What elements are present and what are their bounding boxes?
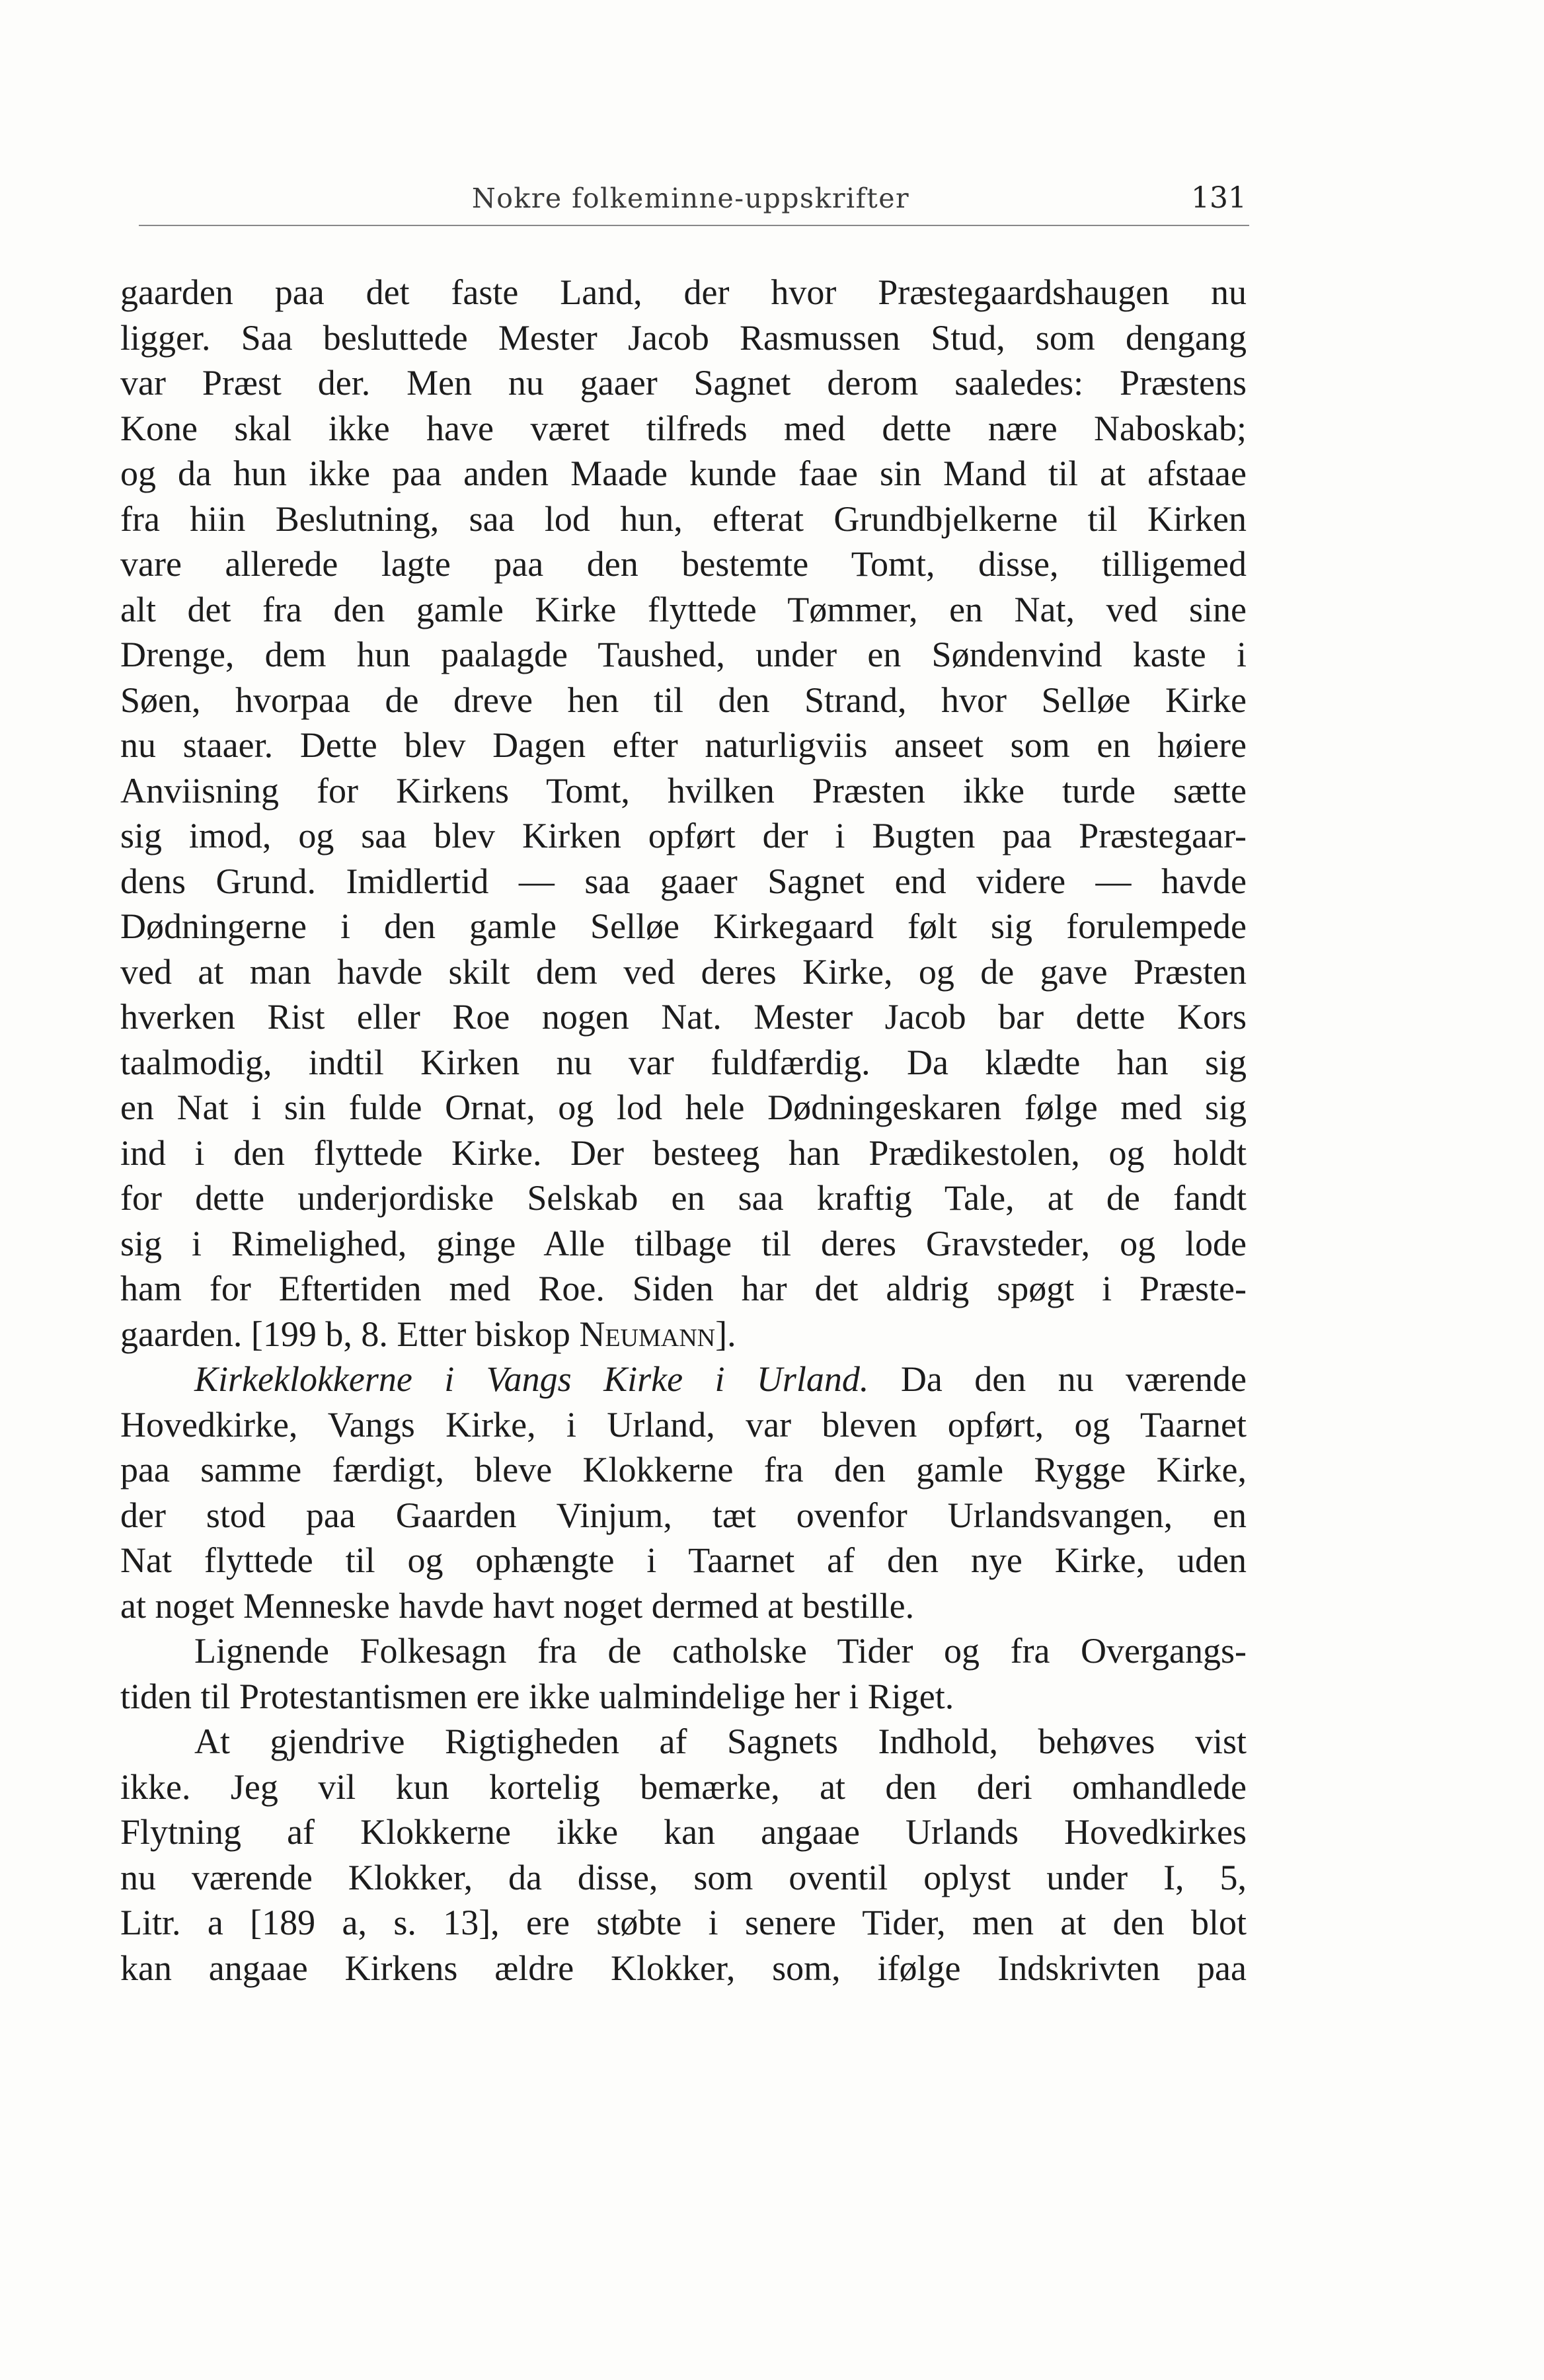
text-line: nu staaer. Dette blev Dagen efter naturligviis anseet som en høiere bbox=[120, 725, 1247, 765]
text-line: sig i Rimelighed, ginge Alle tilbage til deres Gravsteder, og lode bbox=[120, 1223, 1247, 1263]
text-line: Hovedkirke, Vangs Kirke, i Urland, var bleven opført, og Taarnet bbox=[120, 1404, 1247, 1445]
text-line: ikke. Jeg vil kun kortelig bemærke, at den deri omhandlede bbox=[120, 1766, 1247, 1807]
text-line: Kone skal ikke have været tilfreds med dette nære Naboskab; bbox=[120, 408, 1247, 448]
section-title: Kirkeklokkerne i Vangs Kirke i Urland. bbox=[194, 1359, 869, 1399]
text-line: Anviisning for Kirkens Tomt, hvilken Præsten ikke turde sætte bbox=[120, 770, 1247, 811]
header-rule bbox=[139, 225, 1249, 226]
text-line: ligger. Saa besluttede Mester Jacob Rasmussen Stud, som dengang bbox=[120, 317, 1247, 358]
text-line: sig imod, og saa blev Kirken opført der i Bugten paa Præstegaar- bbox=[120, 816, 1247, 855]
text-line-citation bbox=[120, 1312, 1247, 1357]
text-line: alt det fra den gamle Kirke flyttede Tømmer, en Nat, ved sine bbox=[120, 589, 1247, 629]
text-line: Søen, hvorpaa de dreve hen til den Strand, hvor Selløe Kirke bbox=[120, 680, 1247, 720]
text-line: ind i den flyttede Kirke. Der besteeg han Prædikestolen, og holdt bbox=[120, 1132, 1247, 1173]
text-line: vare allerede lagte paa den bestemte Tomt, disse, tilligemed bbox=[120, 544, 1247, 584]
section-lead-text: Da den nu værende bbox=[868, 1359, 1247, 1399]
text-line: taalmodig, indtil Kirken nu var fuldfærdig. Da klædte han sig bbox=[120, 1042, 1247, 1082]
body-text bbox=[120, 270, 1247, 1991]
text-line: Drenge, dem hun paalagde Taushed, under en Søndenvind kaste i bbox=[120, 635, 1247, 674]
text-line: ved at man havde skilt dem ved deres Kirke, og de gave Præsten bbox=[120, 951, 1247, 992]
citation-text: gaarden. [199 b, 8. Etter biskop bbox=[120, 1314, 580, 1354]
text-line: at noget Menneske havde havt noget dermed at bestille. bbox=[120, 1585, 915, 1626]
section-heading-line bbox=[120, 1357, 1247, 1402]
text-line: en Nat i sin fulde Ornat, og lod hele Dødningeskaren følge med sig bbox=[120, 1088, 1247, 1127]
text-line: og da hun ikke paa anden Maade kunde faae sin Mand til at afstaae bbox=[120, 454, 1247, 493]
text-line: tiden til Protestantismen ere ikke ualmindelige her i Riget. bbox=[120, 1676, 954, 1716]
running-title: Nokre folkeminne-uppskrifter bbox=[471, 182, 910, 214]
citation-author: Neumann bbox=[579, 1314, 716, 1354]
text-line: dens Grund. Imidlertid — saa gaaer Sagnet end videre — havde bbox=[120, 861, 1247, 901]
text-line: Flytning af Klokkerne ikke kan angaae Urlands Hovedkirkes bbox=[120, 1812, 1247, 1852]
page-number: 131 bbox=[1191, 181, 1247, 215]
running-header bbox=[132, 177, 1249, 230]
text-line: ham for Eftertiden med Roe. Siden har det aldrig spøgt i Præste- bbox=[120, 1269, 1247, 1308]
text-line: gaarden paa det faste Land, der hvor Præstegaardshaugen nu bbox=[120, 272, 1247, 312]
text-line: Dødningerne i den gamle Selløe Kirkegaard følt sig forulempede bbox=[120, 906, 1247, 946]
text-line: der stod paa Gaarden Vinjum, tæt ovenfor Urlandsvangen, en bbox=[120, 1495, 1247, 1535]
text-line: var Præst der. Men nu gaaer Sagnet derom saaledes: Præstens bbox=[120, 363, 1247, 403]
text-line: Litr. a [189 a, s. 13], ere støbte i senere Tider, men at den blot bbox=[120, 1903, 1247, 1942]
text-line: Nat flyttede til og ophængte i Taarnet af den nye Kirke, uden bbox=[120, 1540, 1247, 1580]
text-line: Lignende Folkesagn fra de catholske Tider og fra Overgangs- bbox=[194, 1631, 1247, 1671]
text-line: At gjendrive Rigtigheden af Sagnets Indhold, behøves vist bbox=[194, 1722, 1247, 1761]
text-line: kan angaae Kirkens ældre Klokker, som, ifølge Indskrivten paa bbox=[120, 1948, 1247, 1988]
citation-close: ]. bbox=[715, 1314, 736, 1354]
text-line: fra hiin Beslutning, saa lod hun, efterat Grundbjelkerne til Kirken bbox=[120, 498, 1247, 539]
text-line: nu værende Klokker, da disse, som oventil oplyst under I, 5, bbox=[120, 1857, 1247, 1897]
text-line: for dette underjordiske Selskab en saa kraftig Tale, at de fandt bbox=[120, 1178, 1247, 1218]
text-line: paa samme færdigt, bleve Klokkerne fra den gamle Rygge Kirke, bbox=[120, 1450, 1247, 1489]
text-line: hverken Rist eller Roe nogen Nat. Mester Jacob bar dette Kors bbox=[120, 997, 1247, 1037]
